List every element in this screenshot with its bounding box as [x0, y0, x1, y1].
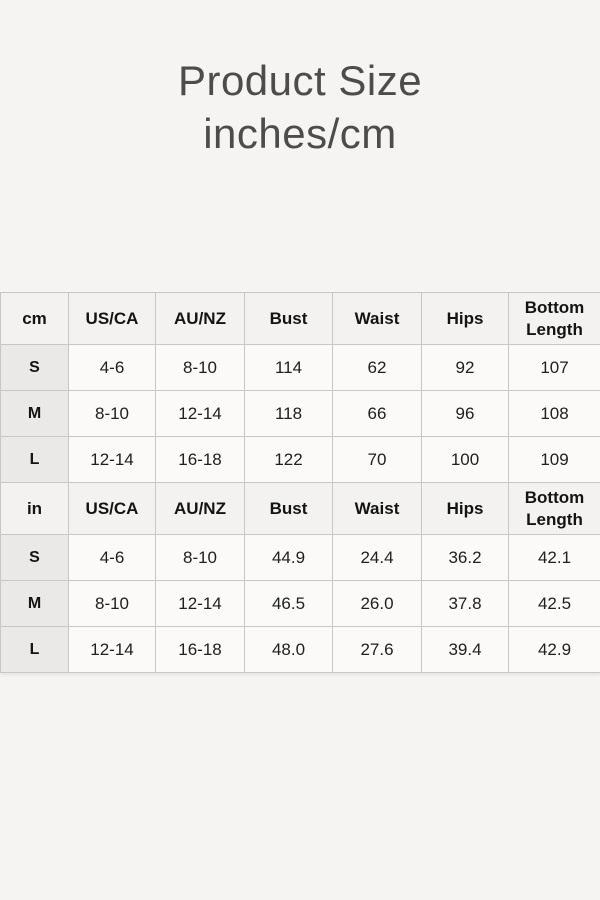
table-cell: 8-10	[69, 581, 156, 627]
table-row-in-s	[1, 535, 600, 581]
table-cell: 26.0	[333, 581, 422, 627]
table-cell: 12-14	[69, 437, 156, 483]
table-row-cm-l	[1, 437, 600, 483]
table-cell: 27.6	[333, 627, 422, 673]
row-size-label: S	[1, 535, 69, 581]
table-cell: 100	[422, 437, 509, 483]
table-cell: 92	[422, 345, 509, 391]
table-cell: 42.1	[509, 535, 600, 581]
table-row-cm-s	[1, 345, 600, 391]
table-cell: 36.2	[422, 535, 509, 581]
page-title	[0, 0, 600, 160]
column-header-us-ca: US/CA	[69, 483, 156, 535]
table-cell: 8-10	[156, 345, 245, 391]
table-cell: 4-6	[69, 535, 156, 581]
table-cell: 114	[245, 345, 333, 391]
table-cell: 12-14	[69, 627, 156, 673]
column-header-unit-cm: cm	[1, 293, 69, 345]
table-row-in-m	[1, 581, 600, 627]
row-size-label: L	[1, 627, 69, 673]
table-cell: 44.9	[245, 535, 333, 581]
table-cell: 108	[509, 391, 600, 437]
table-cell: 46.5	[245, 581, 333, 627]
column-header-hips: Hips	[422, 483, 509, 535]
column-header-bottom-length: Bottom Length	[509, 483, 600, 535]
table-cell: 37.8	[422, 581, 509, 627]
column-header-us-ca: US/CA	[69, 293, 156, 345]
row-size-label: M	[1, 391, 69, 437]
table-cell: 118	[245, 391, 333, 437]
table-row-cm-m	[1, 391, 600, 437]
column-header-waist: Waist	[333, 293, 422, 345]
table-cell: 48.0	[245, 627, 333, 673]
table-cell: 8-10	[69, 391, 156, 437]
column-header-unit-in: in	[1, 483, 69, 535]
table-cell: 8-10	[156, 535, 245, 581]
table-header-row-in	[1, 483, 600, 535]
table-row-in-l	[1, 627, 600, 673]
column-header-bust: Bust	[245, 293, 333, 345]
table-cell: 39.4	[422, 627, 509, 673]
column-header-au-nz: AU/NZ	[156, 483, 245, 535]
table-header-row-cm	[1, 293, 600, 345]
table-cell: 42.5	[509, 581, 600, 627]
size-table	[0, 292, 600, 673]
table-cell: 4-6	[69, 345, 156, 391]
table-cell: 62	[333, 345, 422, 391]
table-cell: 12-14	[156, 391, 245, 437]
table-cell: 12-14	[156, 581, 245, 627]
page-title-line-1: Product Size	[177, 57, 423, 104]
row-size-label: S	[1, 345, 69, 391]
column-header-waist: Waist	[333, 483, 422, 535]
table-cell: 24.4	[333, 535, 422, 581]
table-cell: 109	[509, 437, 600, 483]
column-header-bust: Bust	[245, 483, 333, 535]
column-header-hips: Hips	[422, 293, 509, 345]
row-size-label: L	[1, 437, 69, 483]
table-cell: 70	[333, 437, 422, 483]
page-title-line-2: inches/cm	[203, 110, 397, 157]
column-header-bottom-length: Bottom Length	[509, 293, 600, 345]
table-cell: 16-18	[156, 627, 245, 673]
table-cell: 96	[422, 391, 509, 437]
table-cell: 66	[333, 391, 422, 437]
table-cell: 42.9	[509, 627, 600, 673]
table-cell: 122	[245, 437, 333, 483]
table-cell: 16-18	[156, 437, 245, 483]
column-header-au-nz: AU/NZ	[156, 293, 245, 345]
table-cell: 107	[509, 345, 600, 391]
row-size-label: M	[1, 581, 69, 627]
